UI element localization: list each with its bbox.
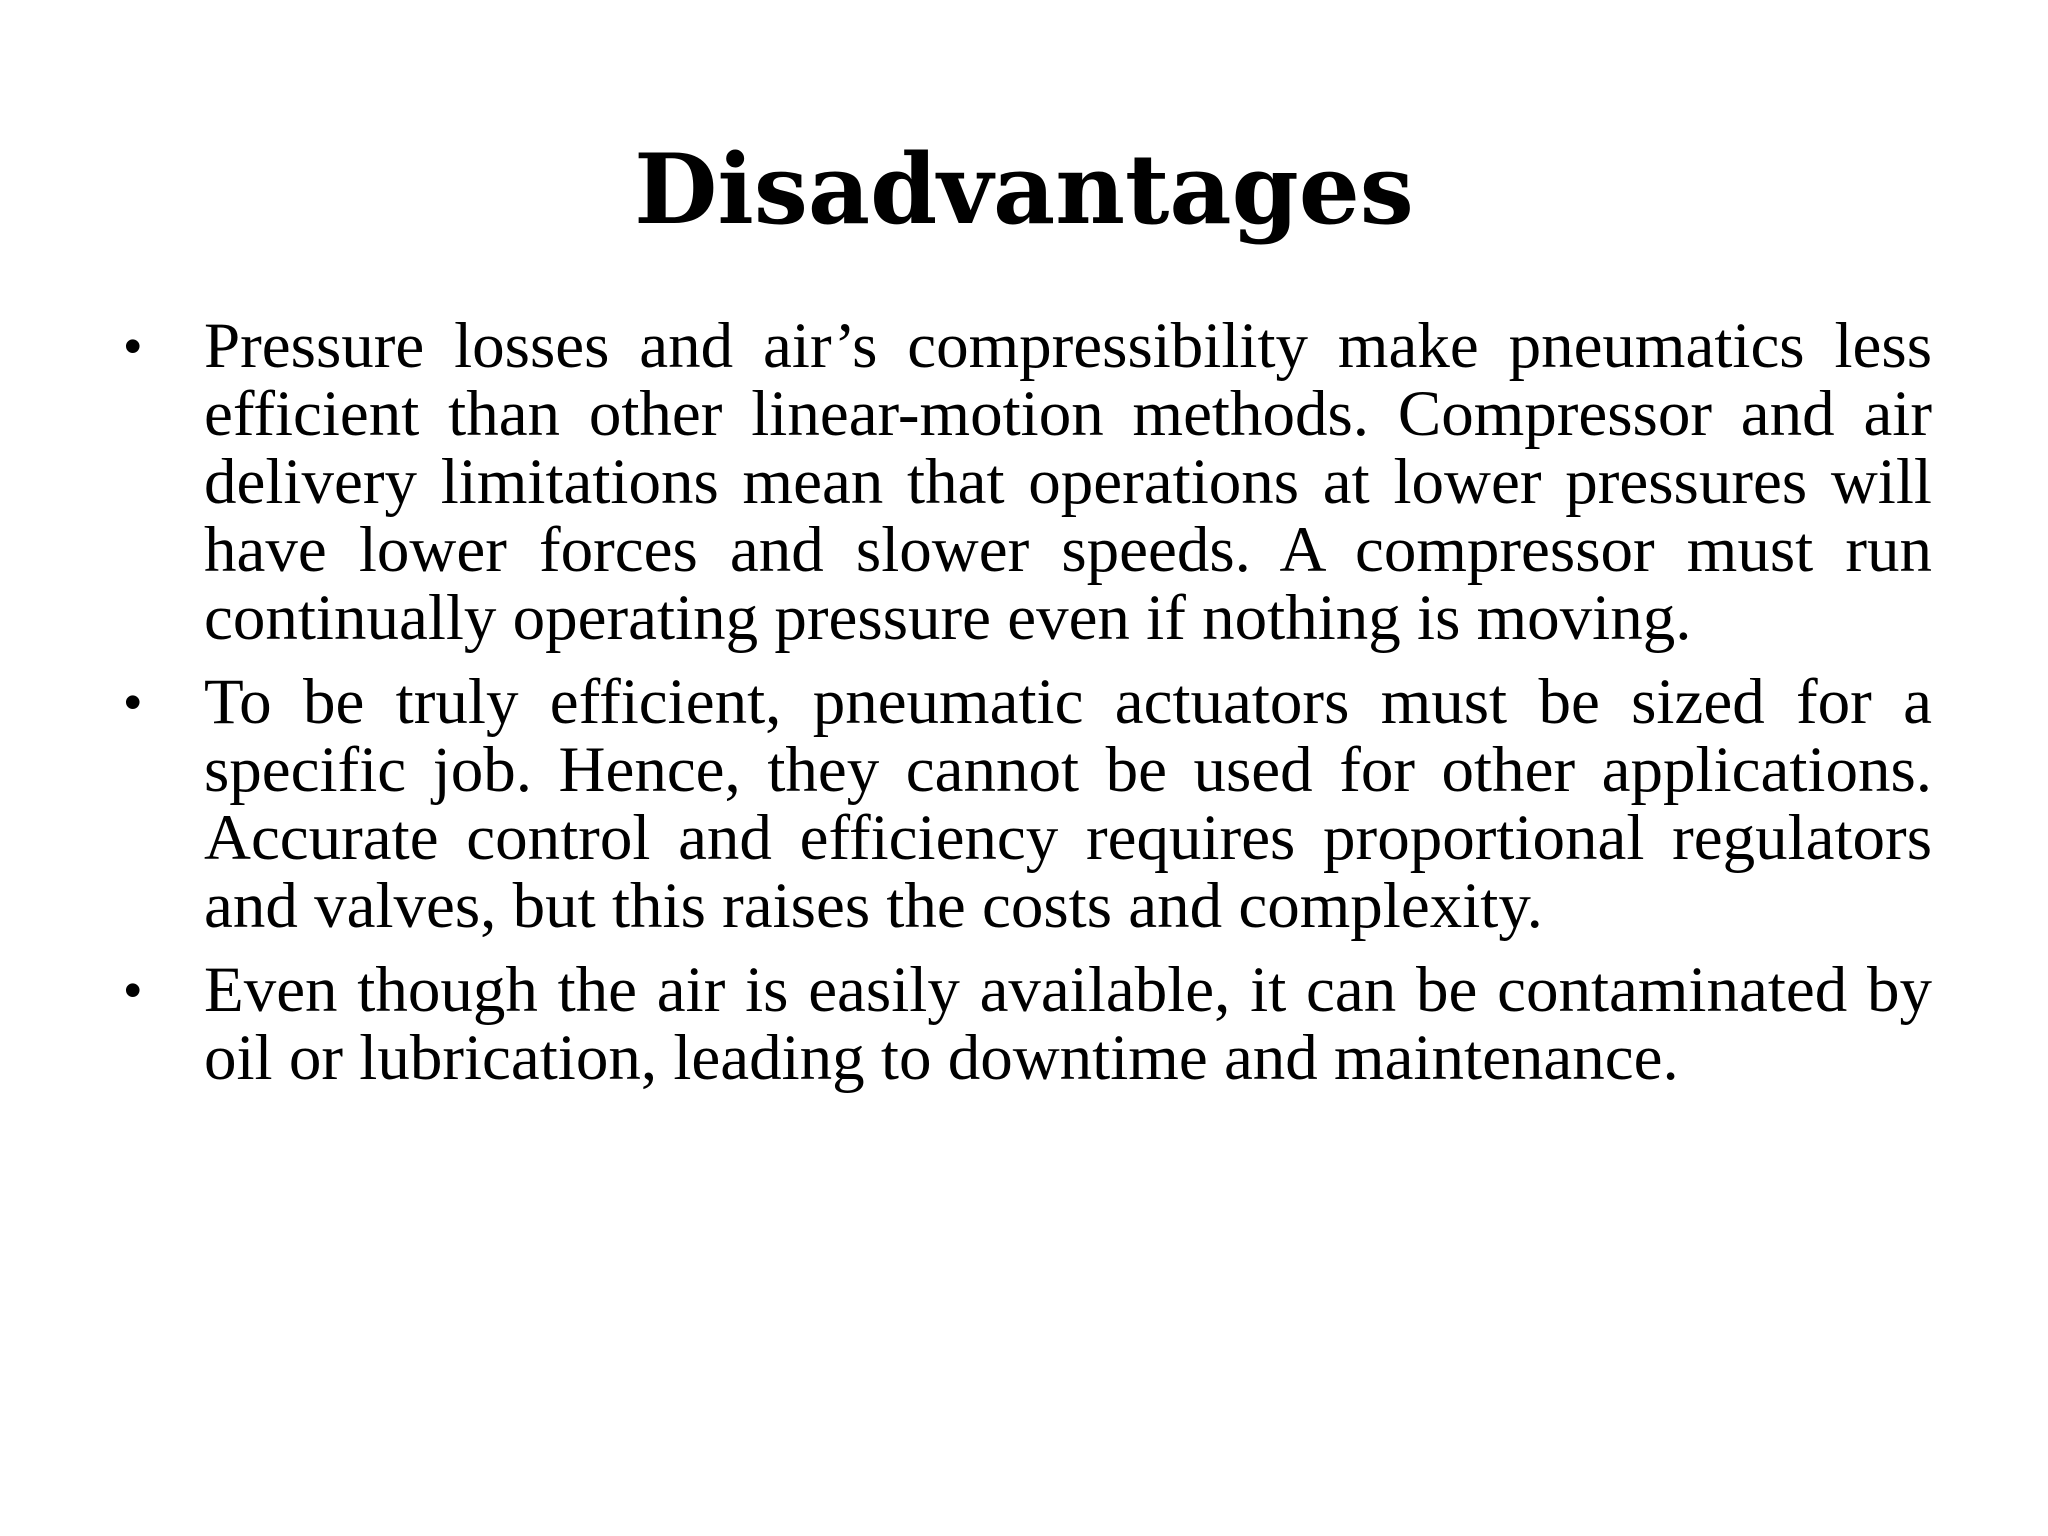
bullet-item <box>124 312 1932 652</box>
bullet-item <box>124 956 1932 1092</box>
bullet-marker: • <box>124 318 142 374</box>
bullet-list <box>124 312 1932 1108</box>
bullet-text: Pressure losses and air’s compressibility make pneumatics less efficient than other linear-motion methods. Compressor and air delivery limitations mean that operations at lower pressures will have lower forces and slower speeds. A compressor must run continually operating pressure even if nothing is moving. <box>204 310 1932 654</box>
bullet-marker: • <box>124 962 142 1018</box>
bullet-marker: • <box>124 674 142 730</box>
slide-title: Disadvantages <box>634 133 1414 246</box>
bullet-item <box>124 668 1932 940</box>
bullet-text: To be truly efficient, pneumatic actuators must be sized for a specific job. Hence, they cannot be used for other applications. Accurate control and efficiency requires proportional regulators and valves, but this raises the costs and complexity. <box>204 666 1932 942</box>
bullet-text: Even though the air is easily available, it can be contaminated by oil or lubrication, leading to downtime and maintenance. <box>204 954 1932 1094</box>
